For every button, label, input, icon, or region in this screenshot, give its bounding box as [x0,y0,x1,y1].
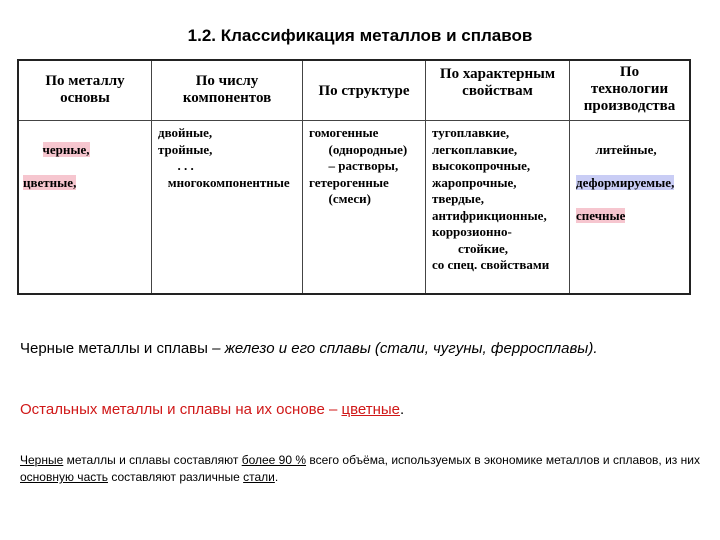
header-technology: По технологии производства [583,64,676,114]
cell-base-metal [23,125,149,208]
cell-properties: тугоплавкие, легкоплавкие, высокопрочные, жаропрочные, твердые, антифрикционные, коррозионно- стойкие, со спец. свойствами [432,125,550,272]
column-technology [570,61,689,293]
nonferrous-text: Остальных металлы и сплавы на их основе – [20,401,342,418]
share-text-3: составляют различные [107,470,244,484]
cell-components: двойные, тройные, . . . многокомпонентные [158,125,290,190]
share-text-4: . [274,470,279,484]
cell-structure: гомогенные (однородные) – растворы, гетерогенные (смеси) [309,125,408,206]
item-nonferrous: цветные, [23,174,77,190]
column-properties [426,61,570,293]
share-text-2: всего объёма, используемых в экономике металлов и сплавов, из них [306,453,700,467]
paragraph-share [20,452,700,486]
paragraph-nonferrous [20,401,404,418]
item-wrought: деформируемые, [576,174,675,190]
cell-technology [576,125,687,241]
nonferrous-period: . [400,401,405,418]
header-structure: По структуре [318,83,410,99]
column-base-metal [19,61,152,293]
share-percent: более 90 % [241,453,307,467]
classification-table [17,59,691,295]
share-main-part: основную часть [20,470,108,484]
page-title: 1.2. Классификация металлов и сплавов [187,26,533,45]
item-sintered: спечные [576,207,626,223]
paragraph-ferrous [20,340,597,357]
ferrous-definition: – железо и его сплавы (стали, чугуны, ферросплавы). [207,340,598,357]
share-steels: стали [243,470,275,484]
item-cast: литейные, [595,141,657,157]
item-black: черные, [42,141,90,157]
share-term-black: Черные [20,453,64,467]
nonferrous-term: цветные [341,401,400,418]
header-components: По числу компонентов [182,73,272,106]
ferrous-heading: Черные металлы и сплавы [20,340,208,357]
column-components [152,61,303,293]
share-text-1: металлы и сплавы составляют [63,453,242,467]
header-properties: По характерным свойствам [439,66,556,99]
column-structure [303,61,426,293]
header-base-metal: По металлу основы [45,73,125,106]
